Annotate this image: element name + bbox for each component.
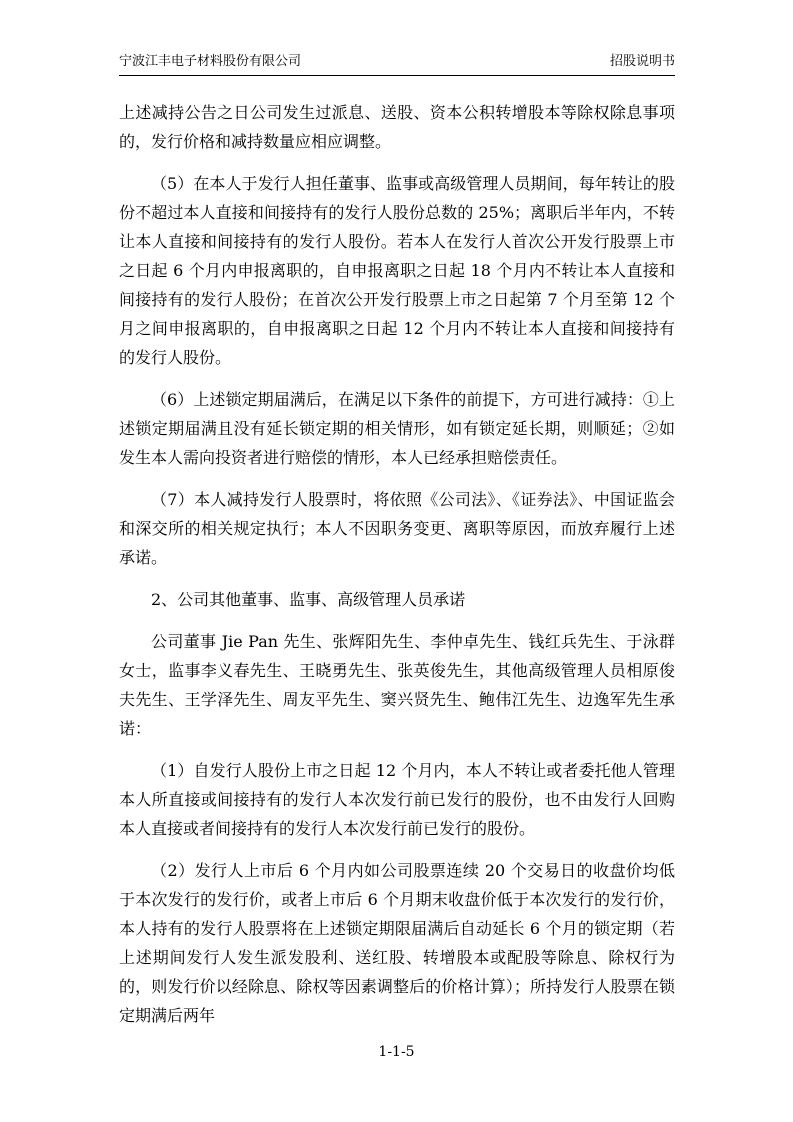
paragraph-commitment-1: （1）自发行人股份上市之日起 12 个月内，本人不转让或者委托他人管理本人所直接或间接持有的发行人本次发行前已发行的股份，也不由发行人回购本人直接或者间接持有的发行人本次发行前已发行的股份。 bbox=[119, 761, 675, 838]
page-number: 1-1-5 bbox=[378, 1044, 415, 1060]
document-body bbox=[119, 98, 675, 1043]
header-document-type: 招股说明书 bbox=[609, 54, 675, 69]
paragraph-continuation: 上述减持公告之日公司发生过派息、送股、资本公积转增股本等除权除息事项的，发行价格和减持数量应相应调整。 bbox=[119, 103, 675, 151]
section-heading-2: 2、公司其他董事、监事、高级管理人员承诺 bbox=[151, 590, 466, 609]
paragraph-item-5: （5）在本人于发行人担任董事、监事或高级管理人员期间，每年转让的股份不超过本人直接和间接持有的发行人股份总数的 25%；离职后半年内，不转让本人直接和间接持有的发行人股份。若本人在发行人首次公开发行股票上市之日起 6 个月内申报离职的，自申报离职之日起 18 个月内不转让本人直接和间接持有的发行人股份；在首次公开发行股票上市之日起第 7 个月至第 12 个月之间申报离职的，自申报离职之日起 12 个月内不转让本人直接和间接持有的发行人股份。 bbox=[119, 174, 675, 367]
paragraph-signatories: 公司董事 Jie Pan 先生、张辉阳先生、李仲卓先生、钱红兵先生、于泳群女士，监事李义春先生、王晓勇先生、张英俊先生，其他高级管理人员相原俊夫先生、王学泽先生、周友平先生、窦兴贤先生、鲍伟江先生、边逸军先生承诺： bbox=[119, 632, 675, 738]
page-header bbox=[119, 52, 675, 76]
paragraph-item-6: （6）上述锁定期届满后，在满足以下条件的前提下，方可进行减持：①上述锁定期届满且没有延长锁定期的相关情形，如有锁定延长期，则顺延；②如发生本人需向投资者进行赔偿的情形，本人已经承担赔偿责任。 bbox=[119, 390, 675, 467]
header-rule bbox=[119, 75, 675, 76]
paragraph-commitment-2: （2）发行人上市后 6 个月内如公司股票连续 20 个交易日的收盘价均低于本次发行的发行价，或者上市后 6 个月期末收盘价低于本次发行的发行价，本人持有的发行人股票将在上述锁定期限届满后自动延长 6 个月的锁定期（若上述期间发行人发生派发股利、送红股、转增股本或配股等除息、除权行为的，则发行价以经除息、除权等因素调整后的价格计算）；所持发行人股票在锁定期满后两年 bbox=[119, 861, 675, 1025]
paragraph-item-7: （7）本人减持发行人股票时，将依照《公司法》、《证券法》、中国证监会和深交所的相关规定执行；本人不因职务变更、离职等原因，而放弃履行上述承诺。 bbox=[119, 490, 675, 567]
header-company-name: 宁波江丰电子材料股份有限公司 bbox=[119, 54, 302, 69]
